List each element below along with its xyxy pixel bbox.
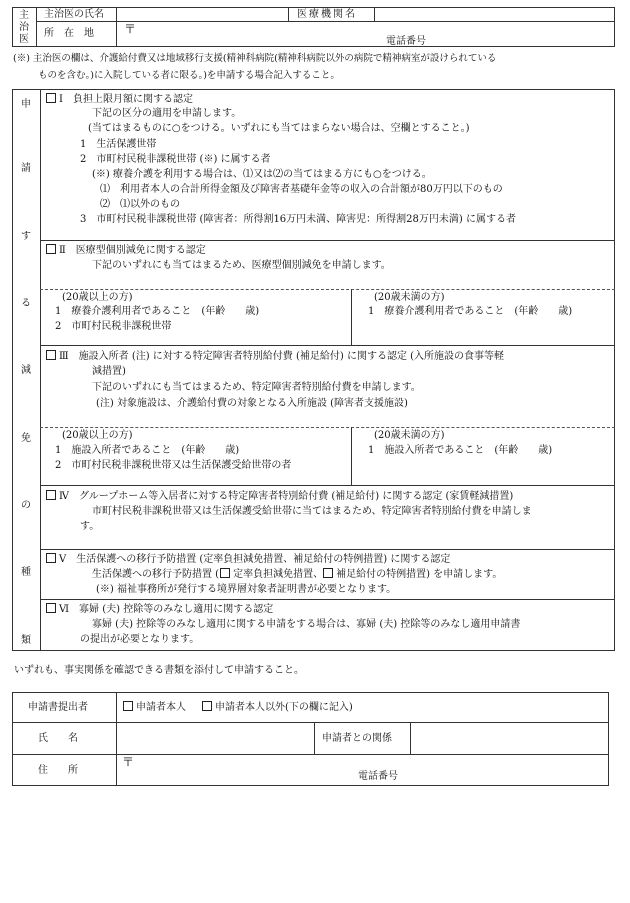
section-3-left-head: (20歳以上の方): [62, 430, 133, 441]
institution-label: 医療機関名: [297, 9, 357, 20]
submitter-phone-label: 電話番号: [358, 771, 398, 782]
section-3-left2: 2 市町村民税非課税世帯又は生活保護受給世帯の者: [55, 460, 292, 471]
section-2-checkbox[interactable]: [46, 244, 56, 254]
submitter-name-field[interactable]: [117, 723, 313, 753]
physician-phone-label: 電話番号: [386, 36, 426, 47]
section-6-title: Ⅵ 寡婦 (夫) 控除等のみなし適用に関する認定: [46, 603, 273, 616]
supplementary-special-checkbox[interactable]: [323, 568, 333, 578]
section-1-line1: 下記の区分の適用を申請します。: [92, 108, 242, 119]
relation-field[interactable]: [411, 723, 608, 753]
section-3-checkbox[interactable]: [46, 350, 56, 360]
submitter-label: 申請書提出者: [28, 702, 88, 713]
submitter-other-checkbox[interactable]: [202, 701, 212, 711]
section-5-checkbox[interactable]: [46, 553, 56, 563]
fixed-rate-reduction-checkbox[interactable]: [220, 568, 230, 578]
physician-address-field[interactable]: [117, 22, 614, 46]
category-side-label: 申 請 す る 減 免 の 種 類: [21, 99, 31, 646]
section-2-left1: 1 療養介護利用者であること (年齢 歳): [55, 306, 260, 317]
section-5-title: Ⅴ 生活保護への移行予防措置 (定率負担減免措置、補足給付の特例措置) に関する認定: [46, 553, 450, 566]
section-6-line2: の提出が必要となります。: [80, 634, 200, 645]
physician-name-field[interactable]: [117, 8, 287, 20]
section-1-line2: (当てはまるものに○をつける。いずれにも当てはまらない場合は、空欄とすること。): [88, 123, 470, 134]
section-1-item2: 2 市町村民税非課税世帯 (※) に属する者: [80, 154, 271, 165]
section-3-line1: 下記のいずれにも当てはまるため、特定障害者特別給付費を申請します。: [92, 382, 421, 393]
section-2-right1: 1 療養介護利用者であること (年齢 歳): [368, 306, 573, 317]
section-1-checkbox[interactable]: [46, 93, 56, 103]
section-3-line2: (注) 対象施設は、介護給付費の対象となる入所施設 (障害者支援施設): [96, 398, 408, 409]
section-3-left1: 1 施設入所者であること (年齢 歳): [55, 445, 240, 456]
section-5-line1: 生活保護への移行予防措置 ( 定率負担減免措置、 補足給付の特例措置) を申請します。: [92, 569, 503, 580]
section-2-line1: 下記のいずれにも当てはまるため、医療型個別減免を申請します。: [92, 260, 391, 271]
relation-label: 申請者との関係: [322, 733, 392, 744]
institution-field[interactable]: [375, 8, 613, 20]
submitter-self-label: 申請者本人: [136, 702, 186, 713]
physician-side-2: 治: [19, 22, 29, 33]
submitter-postal-mark: 〒: [122, 755, 135, 769]
submitter-other-label: 申請者本人以外(下の欄に記入): [215, 702, 353, 713]
section-3-title2: 減措置): [92, 366, 126, 377]
section-1-sub1: ⑴ 利用者本人の合計所得金額及び障害者基礎年金等の収入の合計額が80万円以下のもの: [100, 184, 503, 195]
section-4-title: Ⅳ グループホーム等入居者に対する特定障害者特別給付費 (補足給付) に関する認定 (家賃軽減措置): [46, 490, 513, 503]
submitter-address-label: 住 所: [38, 765, 78, 776]
section-1-title: Ⅰ 負担上限月額に関する認定: [46, 93, 193, 106]
submitter-options: [123, 701, 353, 714]
section-3-right-head: (20歳未満の方): [374, 430, 445, 441]
section-6-line1: 寡婦 (夫) 控除等のみなし適用に関する申請をする場合は、寡婦 (夫) 控除等のみなし適用申請書: [92, 619, 521, 630]
section-5-line2: (※) 福祉事務所が発行する境界層対象者証明書が必要となります。: [96, 584, 397, 595]
section-1-item1: 1 生活保護世帯: [80, 139, 157, 150]
physician-note-line1: (※) 主治医の欄は、介護給付費又は地域移行支援(精神科病院(精神科病院以外の病院で精神病室が設けられている: [13, 53, 497, 64]
section-1-sub2: ⑵ ⑴以外のもの: [100, 199, 180, 210]
section-4-line2: す。: [80, 521, 100, 532]
physician-note-line2: ものを含む。)に入院している者に限る。)を申請する場合記入すること。: [38, 70, 340, 81]
section-3-right1: 1 施設入所者であること (年齢 歳): [368, 445, 553, 456]
physician-name-label: 主治医の氏名: [44, 9, 104, 20]
section-4-line1: 市町村民税非課税世帯又は生活保護受給世帯に当てはまるため、特定障害者特別給付費を申請しま: [92, 506, 532, 517]
submitter-name-label: 氏 名: [38, 733, 78, 744]
physician-side-1: 主: [19, 10, 29, 21]
section-2-left-head: (20歳以上の方): [62, 292, 133, 303]
submitter-self-checkbox[interactable]: [123, 701, 133, 711]
section-4-checkbox[interactable]: [46, 490, 56, 500]
physician-side-3: 医: [19, 34, 29, 45]
section-2-title: Ⅱ 医療型個別減免に関する認定: [46, 244, 206, 257]
section-2-right-head: (20歳未満の方): [374, 292, 445, 303]
section-1-note: (※) 療養介護を利用する場合は、⑴又は⑵の当てはまる方にも○をつける。: [92, 169, 432, 180]
physician-address-label: 所 在 地: [44, 28, 94, 39]
section-1-item3: 3 市町村民税非課税世帯 (障害者：所得割16万円未満、障害児：所得割28万円未満) に属する者: [80, 214, 516, 225]
section-6-checkbox[interactable]: [46, 603, 56, 613]
postal-mark: 〒: [124, 22, 137, 36]
section-2-left2: 2 市町村民税非課税世帯: [55, 321, 172, 332]
attachment-note: いずれも、事実関係を確認できる書類を添付して申請すること。: [14, 665, 304, 676]
section-3-title1: Ⅲ 施設入所者 (注) に対する特定障害者特別給付費 (補足給付) に関する認定 (入所施設の食事等軽: [46, 350, 504, 363]
